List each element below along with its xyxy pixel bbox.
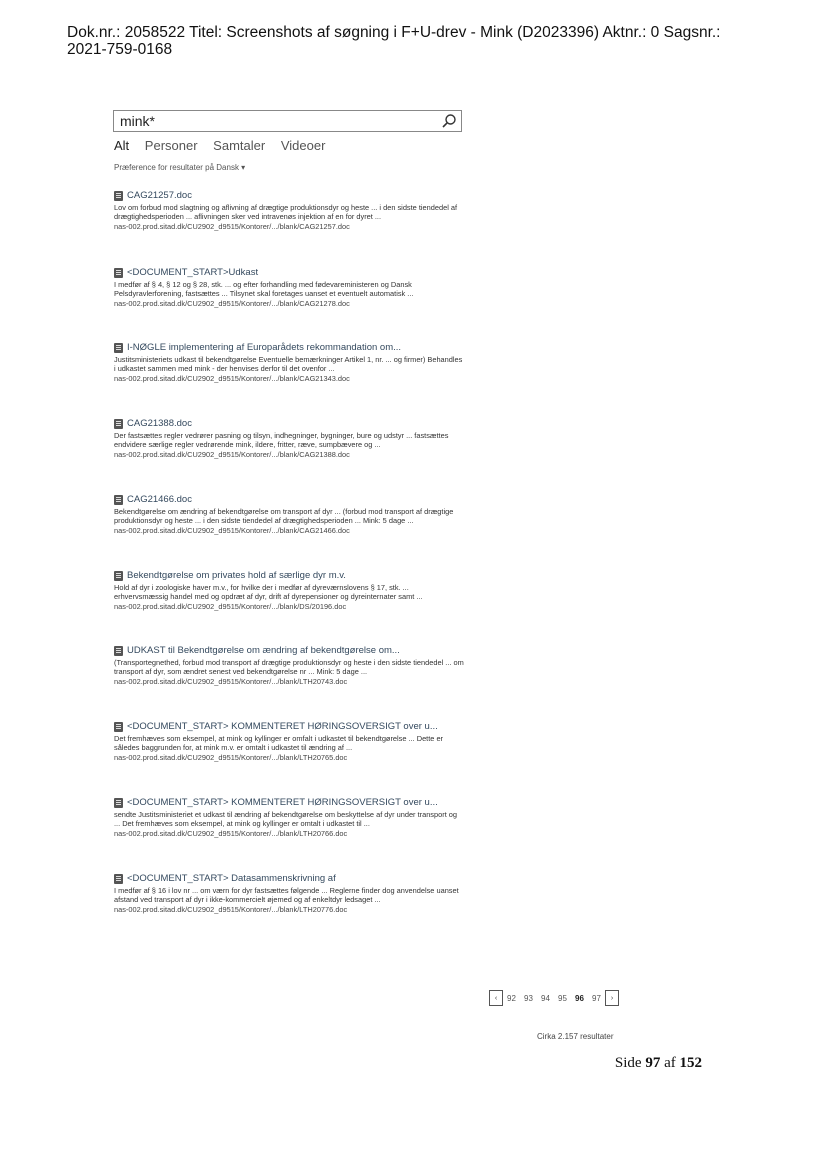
result-item <box>114 644 464 720</box>
tab-people[interactable]: Personer <box>144 138 198 153</box>
result-count: Cirka 2.157 resultater <box>537 1032 614 1041</box>
result-snippet: Der fastsættes regler vedrører pasning og tilsyn, indhegninger, bygninger, bure og udstyr ... fastsættes endvidere særlige regler vedrørende mink, ildere, fritter, ræve, sumpbævere og ... <box>114 431 449 450</box>
result-item <box>114 493 464 569</box>
result-item <box>114 569 464 644</box>
header-line-2: 2021-759-0168 <box>67 41 173 58</box>
result-title: CAG21466.doc <box>127 494 192 505</box>
document-icon <box>114 798 123 808</box>
result-url[interactable]: nas-002.prod.sitad.dk/CU2902_d9515/Kontorer/.../blank/LTH20776.doc <box>114 905 348 915</box>
search-input[interactable] <box>113 110 462 132</box>
result-snippet: I medfør af § 4, § 12 og § 28, stk. ... og efter forhandling med fødevareministeren og Dansk Pelsdyravlerforening, fastsættes ... Tilsynet skal foretages uanset et eventuelt automatisk ... <box>114 280 414 299</box>
result-url[interactable]: nas-002.prod.sitad.dk/CU2902_d9515/Kontorer/.../blank/LTH20743.doc <box>114 677 348 687</box>
result-snippet: Bekendtgørelse om ændring af bekendtgørelse om transport af dyr ... (forbud mod transport af drægtige produktionsdyr og heste ... i den sidste tiendedel af drægtighedsperioden ... Mink: 5 dage ... <box>114 507 454 526</box>
tab-conversations[interactable]: Samtaler <box>213 138 266 153</box>
document-icon <box>114 646 123 656</box>
result-url[interactable]: nas-002.prod.sitad.dk/CU2902_d9515/Kontorer/.../blank/LTH20765.doc <box>114 753 348 763</box>
search-icon[interactable] <box>441 113 457 129</box>
document-icon <box>114 722 123 732</box>
next-page-button[interactable]: › <box>605 990 619 1006</box>
page-link[interactable]: 97 <box>592 993 601 1003</box>
result-title-link[interactable] <box>114 189 464 202</box>
footer-page-total: 152 <box>679 1055 702 1071</box>
footer-page-number: 97 <box>645 1055 661 1071</box>
result-item <box>114 872 464 948</box>
result-url[interactable]: nas-002.prod.sitad.dk/CU2902_d9515/Kontorer/.../blank/CAG21257.doc <box>114 222 350 232</box>
result-title-link[interactable] <box>114 644 464 657</box>
result-url[interactable]: nas-002.prod.sitad.dk/CU2902_d9515/Kontorer/.../blank/CAG21343.doc <box>114 374 350 384</box>
search-query: mink* <box>120 113 156 129</box>
header-line-1: Dok.nr.: 2058522 Titel: Screenshots af søgning i F+U-drev - Mink (D2023396) Aktnr.: 0 Sagsnr.: <box>67 24 721 41</box>
result-title: CAG21257.doc <box>127 190 192 201</box>
document-icon <box>114 343 123 353</box>
result-snippet: Det fremhæves som eksempel, at mink og kyllinger er omfalt i udkastet til bekendtgørelse ... Dette er således baggrunden for, at mink m.v. er omtalt i udkastet til ændring af ... <box>114 734 444 753</box>
result-item <box>114 796 464 872</box>
page-link[interactable]: 92 <box>507 993 516 1003</box>
page-footer: Side 97 af 152 <box>614 1055 702 1071</box>
result-title-link[interactable] <box>114 493 464 506</box>
document-icon <box>114 419 123 429</box>
result-item <box>114 720 464 796</box>
result-snippet: (Transportegnethed, forbud mod transport af drægtige produktionsdyr og heste i den sidste tiendedel ... om transport af dyr, som ændret senest ved bekendtgørelse nr ... Mink: 5 dage ... <box>114 658 464 677</box>
result-title-link[interactable] <box>114 569 464 582</box>
search-results <box>114 189 464 948</box>
result-url[interactable]: nas-002.prod.sitad.dk/CU2902_d9515/Kontorer/.../blank/CAG21388.doc <box>114 450 350 460</box>
result-item <box>114 417 464 493</box>
result-snippet: Hold af dyr i zoologiske haver m.v., for hvilke der i medfør af dyreværnslovens § 17, stk. ... erhvervsmæssig handel med og opdræt af dyr, drift af dyrepensioner og dyreinternater samt ... <box>114 583 423 602</box>
page-link[interactable]: 93 <box>524 993 533 1003</box>
result-url[interactable]: nas-002.prod.sitad.dk/CU2902_d9515/Kontorer/.../blank/DS/20196.doc <box>114 602 347 612</box>
document-header <box>67 24 797 58</box>
result-item <box>114 266 464 341</box>
result-title-link[interactable] <box>114 720 464 733</box>
document-icon <box>114 874 123 884</box>
result-title-link[interactable] <box>114 341 464 354</box>
page-link[interactable]: 96 <box>575 993 584 1003</box>
tab-all[interactable]: Alt <box>114 138 130 153</box>
document-icon <box>114 495 123 505</box>
result-title: UDKAST til Bekendtgørelse om ændring af bekendtgørelse om... <box>127 645 400 656</box>
language-preference[interactable]: Præference for resultater på Dansk ▾ <box>114 163 246 172</box>
result-title: <DOCUMENT_START>Udkast <box>127 267 259 278</box>
result-snippet: Lov om forbud mod slagtning og aflivning af drægtige produktionsdyr og heste ... i den sidste tiendedel af drægtighedsperioden ... aflivningen sker ved intravenøs injektion af en for dyret ... <box>114 203 458 222</box>
result-title: <DOCUMENT_START> KOMMENTERET HØRINGSOVERSIGT over u... <box>127 721 438 732</box>
document-icon <box>114 191 123 201</box>
result-snippet: sendte Justitsministeriet et udkast til ændring af bekendtgørelse om beskyttelse af dyr under transport og ... Det fremhæves som eksempel, at mink og kyllinger er omtalt i udkastet til ... <box>114 810 458 829</box>
result-url[interactable]: nas-002.prod.sitad.dk/CU2902_d9515/Kontorer/.../blank/CAG21466.doc <box>114 526 350 536</box>
result-item <box>114 189 464 266</box>
tab-videos[interactable]: Videoer <box>280 138 326 153</box>
result-title-link[interactable] <box>114 796 464 809</box>
pagination <box>489 990 619 1006</box>
result-title-link[interactable] <box>114 266 464 279</box>
result-url[interactable]: nas-002.prod.sitad.dk/CU2902_d9515/Kontorer/.../blank/LTH20766.doc <box>114 829 348 839</box>
result-snippet: I medfør af § 16 i lov nr ... om værn for dyr fastsættes følgende ... Reglerne finder dog anvendelse uanset afstand ved transport af dyr i ikke-kommercielt øjemed og af enkeltdyr ledsaget ... <box>114 886 459 905</box>
search-tabs <box>114 138 337 153</box>
result-url[interactable]: nas-002.prod.sitad.dk/CU2902_d9515/Kontorer/.../blank/CAG21278.doc <box>114 299 350 309</box>
previous-page-button[interactable]: ‹ <box>489 990 503 1006</box>
document-icon <box>114 268 123 278</box>
result-title-link[interactable] <box>114 417 464 430</box>
result-title: Bekendtgørelse om privates hold af særlige dyr m.v. <box>127 570 346 581</box>
result-item <box>114 341 464 417</box>
result-title: <DOCUMENT_START> KOMMENTERET HØRINGSOVERSIGT over u... <box>127 797 438 808</box>
result-snippet: Justitsministeriets udkast til bekendtgørelse Eventuelle bemærkninger Artikel 1, nr. ... og firmer) Behandles i udkastet sammen med mink - der henvises derfor til det ovenfor ... <box>114 355 463 374</box>
page-link[interactable]: 95 <box>558 993 567 1003</box>
result-title: <DOCUMENT_START> Datasammenskrivning af <box>127 873 336 884</box>
result-title-link[interactable] <box>114 872 464 885</box>
result-title: I-NØGLE implementering af Europarådets rekommandation om... <box>127 342 402 353</box>
page-link[interactable]: 94 <box>541 993 550 1003</box>
result-title: CAG21388.doc <box>127 418 192 429</box>
document-icon <box>114 571 123 581</box>
